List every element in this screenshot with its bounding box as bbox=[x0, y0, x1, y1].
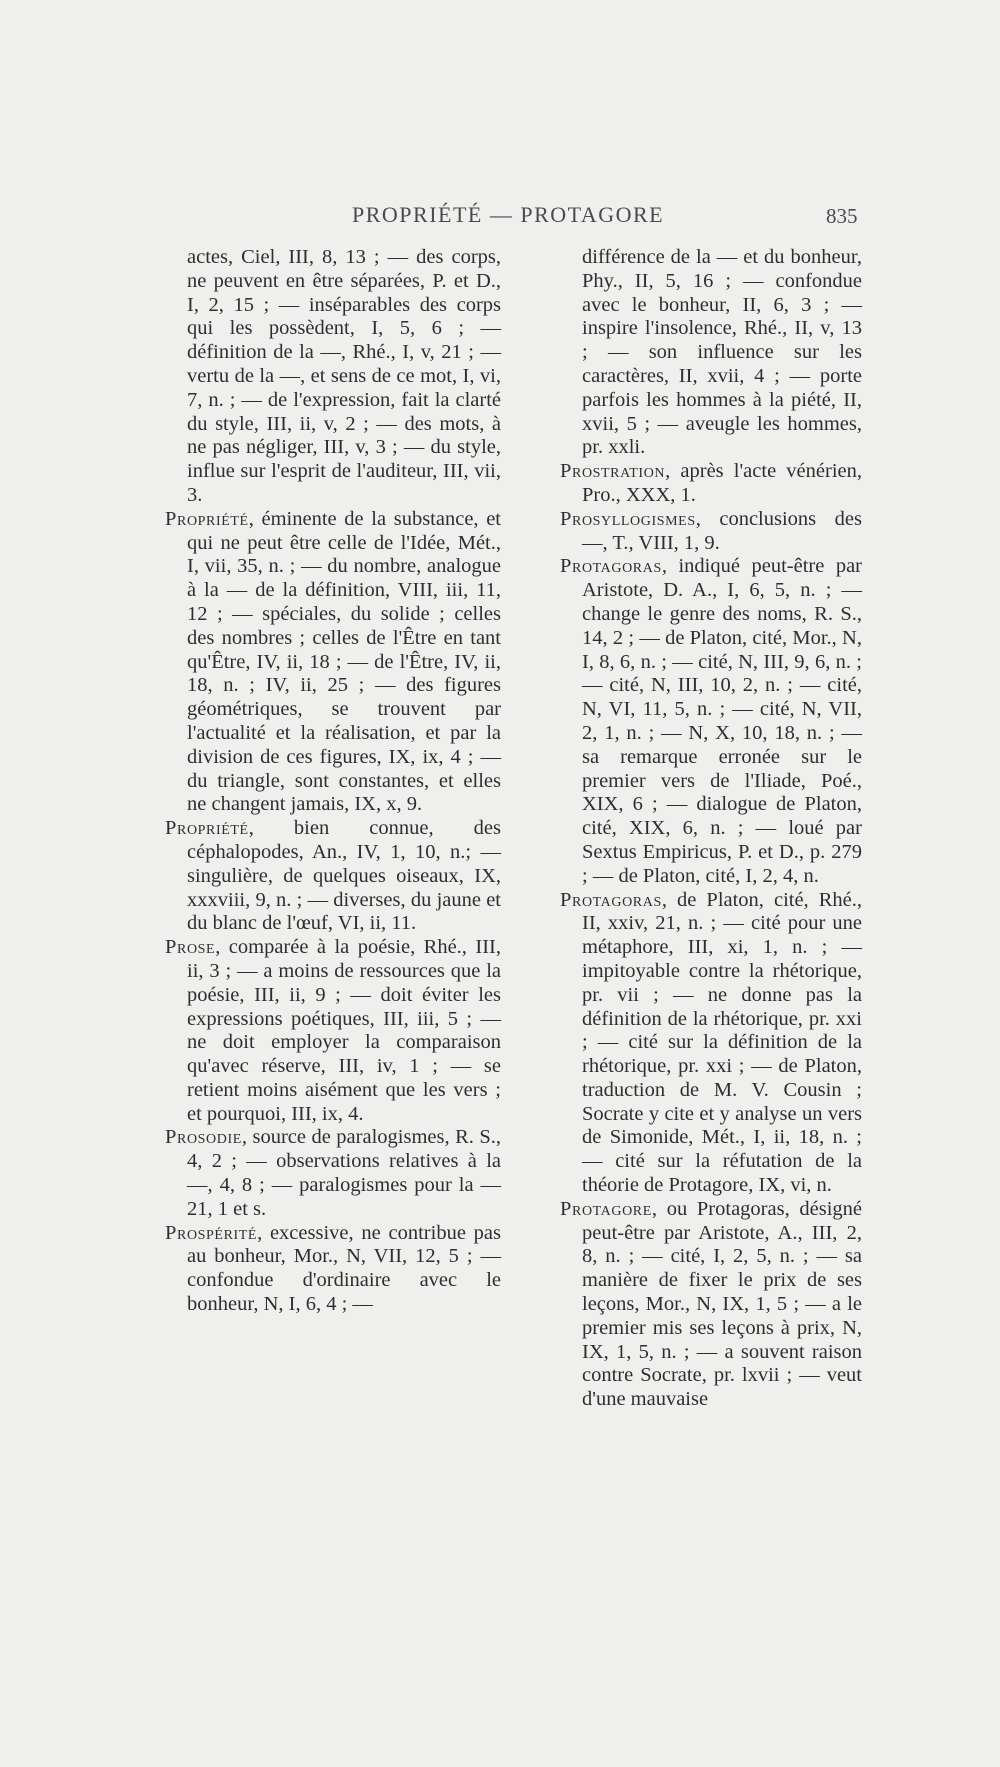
index-entry bbox=[560, 1198, 862, 1412]
index-entry bbox=[165, 508, 501, 817]
entry-text: différence de la — et du bonheur, Phy., II, 5, 16 ; — confondue avec le bonheur, II, 6, 3 ; — inspire l'insolence, Rhé., II, v, 13 ; — son influence sur les caractères, II, xvii, 4 ; — porte parfois les hommes à la piété, II, xvii, 5 ; — aveugle les hommes, pr. xxli. bbox=[582, 246, 862, 459]
index-entry bbox=[560, 246, 862, 460]
index-entry bbox=[560, 460, 862, 508]
index-entry bbox=[165, 1222, 501, 1317]
entry-text: , de Platon, cité, Rhé., II, xxiv, 21, n. ; — cité pour une métaphore, III, xi, 1, n. ; — impitoyable contre la rhétorique, pr. vii ; — ne donne pas la définition de la rhétorique, pr. xxi ; — cité sur la définition de la rhétorique, pr. xxi ; — de Platon, traduction de M. V. Cousin ; Socrate y cite et y analyse un vers de Simonide, Mét., I, ii, 18, n. ; — cité sur la réfutation de la théorie de Protagore, IX, vi, n. bbox=[582, 888, 862, 1197]
index-entry bbox=[165, 936, 501, 1126]
index-entry bbox=[165, 817, 501, 936]
index-entry bbox=[560, 508, 862, 556]
index-entry bbox=[560, 555, 862, 888]
page-title: PROPRIÉTÉ — PROTAGORE bbox=[352, 202, 665, 227]
entry-text: , indiqué peut-être par Aristote, D. A., I, 6, 5, n. ; — change le genre des noms, R. S., 14, 2 ; — de Platon, cité, Mor., N, I, 8, 6, n. ; — cité, N, III, 9, 6, n. ; — cité, N, III, 10, 2, n. ; — cité, N, VI, 11, 5, n. ; — cité, N, VII, 2, 1, n. ; — N, X, 10, 18, n. ; — sa remarque erronée sur le premier vers de l'Iliade, Poé., XIX, 6 ; — dialogue de Platon, cité, XIX, 6, n. ; — loué par Sextus Empiricus, P. et D., p. 279 ; — de Platon, cité, I, 2, 4, n. bbox=[582, 555, 862, 887]
entry-headword: Prostration bbox=[560, 460, 666, 483]
index-entry bbox=[165, 1126, 501, 1221]
index-entry bbox=[165, 246, 501, 508]
entry-text: , après l'acte vénérien, Pro., XXX, 1. bbox=[582, 460, 862, 506]
entry-text: , éminente de la substance, et qui ne peut être celle de l'Idée, Mét., I, vii, 35, n. ; — du nombre, analogue à la — de la définition, VIII, iii, 11, 12 ; — spéciales, du solide ; celles des nombres ; celles de l'Être en tant qu'Être, IV, ii, 18 ; — de l'Être, IV, ii, 18, n. ; IV, ii, 25 ; — des figures géométriques, se trouvent par l'actualité et la réalisation, et par la division de ces figures, IX, ix, 4 ; — du triangle, sont constantes, et elles ne changent jamais, IX, x, 9. bbox=[187, 507, 501, 816]
left-column bbox=[165, 246, 501, 1317]
entry-headword: Prosyllogismes bbox=[560, 507, 696, 530]
entry-text: , source de paralogismes, R. S., 4, 2 ; — observations relatives à la —, 4, 8 ; — paralogismes pour la — 21, 1 et s. bbox=[187, 1126, 501, 1220]
entry-headword: Prosodie bbox=[165, 1126, 242, 1149]
entry-text: , bien connue, des céphalopodes, An., IV, 1, 10, n.; — singulière, de quelques oiseaux, IX, xxxviii, 9, n. ; — diverses, du jaune et du blanc de l'œuf, VI, ii, 11. bbox=[187, 817, 501, 935]
right-column bbox=[560, 246, 862, 1412]
entry-text: , ou Protagoras, désigné peut-être par Aristote, A., III, 2, 8, n. ; — cité, I, 2, 5, n. ; — sa manière de fixer le prix de ses leçons, Mor., N, IX, 1, 5 ; — a le premier mis ses leçons à prix, N, IX, 1, 5, n. ; — a souvent raison contre Socrate, pr. lxvii ; — veut d'une mauvaise bbox=[582, 1197, 862, 1411]
entry-headword: Protagoras bbox=[560, 888, 662, 911]
entry-headword: Prose bbox=[165, 936, 216, 959]
entry-text: actes, Ciel, III, 8, 13 ; — des corps, ne peuvent en être séparées, P. et D., I, 2, 15 ; — inséparables des corps qui les possèdent, I, 5, 6 ; — définition de la —, Rhé., I, v, 21 ; — vertu de la —, et sens de ce mot, I, vi, 7, n. ; — de l'expression, fait la clarté du style, III, ii, v, 2 ; — des mots, à ne pas négliger, III, v, 3 ; — du style, influe sur l'esprit de l'auditeur, III, vii, 3. bbox=[187, 246, 501, 506]
entry-headword: Propriété bbox=[165, 507, 249, 530]
entry-text: , conclusions des —, T., VIII, 1, 9. bbox=[582, 507, 862, 554]
page-number: 835 bbox=[826, 204, 858, 228]
index-entry bbox=[560, 889, 862, 1198]
entry-text: , excessive, ne contribue pas au bonheur, Mor., N, VII, 12, 5 ; — confondue d'ordinaire avec le bonheur, N, I, 6, 4 ; — bbox=[187, 1221, 501, 1316]
entry-headword: Propriété bbox=[165, 817, 249, 840]
entry-headword: Protagoras bbox=[560, 555, 662, 578]
entry-headword: Protagore bbox=[560, 1197, 652, 1220]
entry-headword: Prospérité bbox=[165, 1221, 258, 1244]
entry-text: , comparée à la poésie, Rhé., III, ii, 3 ; — a moins de ressources que la poésie, III, ii, 9 ; — doit éviter les expressions poétiques, III, iii, 5 ; — ne doit employer la comparaison qu'avec réserve, III, iv, 1 ; — se retient moins aisément que les vers ; et pourquoi, III, ix, 4. bbox=[187, 936, 501, 1125]
